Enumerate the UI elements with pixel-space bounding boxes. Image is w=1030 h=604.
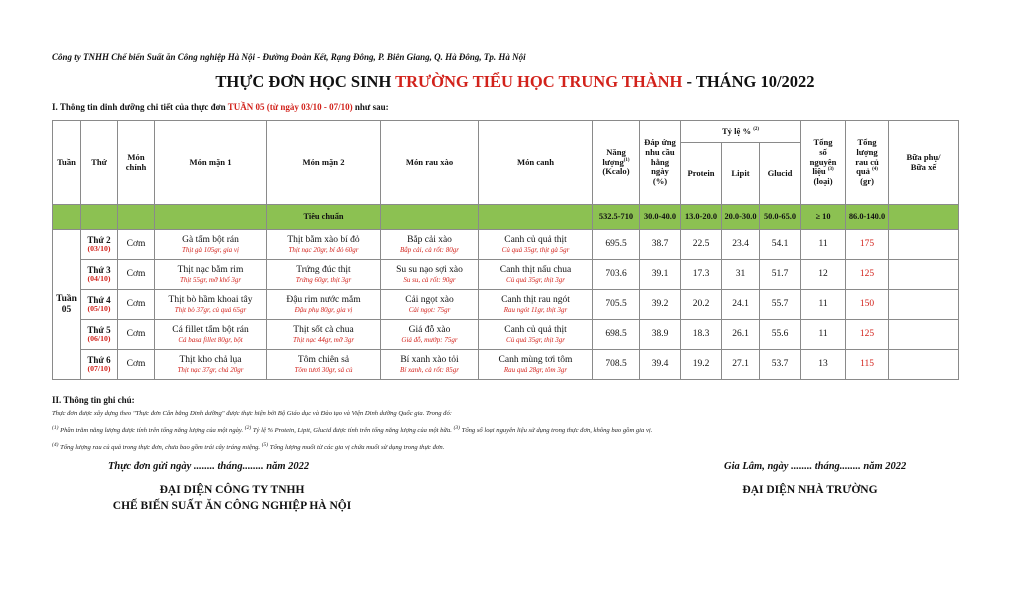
dish-ingredients: Thịt nạc 20gr, bí đỏ 60gr [288, 245, 359, 254]
title-suffix: - THÁNG 10/2022 [682, 72, 815, 91]
lipit-cell: 24.1 [722, 290, 760, 320]
protein-cell: 20.2 [681, 290, 722, 320]
note2-text: Tỷ lệ % Protein, Lipit, Glucid được tính trên tổng năng lượng của một bữa. [251, 427, 454, 435]
day-date: (05/10) [87, 304, 111, 314]
dish-name: Canh củ quả thịt [504, 325, 567, 336]
meet-cell: 39.2 [640, 290, 681, 320]
col-ing-l5: (loại) [813, 176, 833, 187]
table-row [53, 230, 959, 260]
table-row [53, 290, 959, 320]
veg-cell: 150 [846, 290, 889, 320]
canh-cell [479, 320, 593, 350]
std-empty-rau [381, 205, 479, 230]
dish-ingredients: Cá basa fillet 80gr, bột [178, 335, 243, 344]
menu-table [52, 120, 959, 380]
dish-ingredients: Thịt bò 37gr, củ quả 65gr [174, 305, 247, 314]
col-meet-l3: hằng [650, 156, 670, 167]
col-energy-l2: lượng [602, 156, 624, 167]
section2-heading: II. Thông tin ghi chú: [52, 395, 135, 405]
rau-cell [381, 320, 479, 350]
day-date: (06/10) [87, 334, 111, 344]
dish-name: Bí xanh xào tỏi [400, 355, 459, 366]
day-name: Thứ 2 [87, 234, 111, 245]
col-ingredients [801, 121, 846, 205]
main-cell: Cơm [118, 350, 155, 380]
dish-name: Gà tẩm bột rán [182, 235, 239, 246]
col-week: Tuần [53, 121, 81, 205]
col-meet-l5: (%) [652, 176, 668, 187]
dish-ingredients: Thịt nạc 44gr, mỡ 3gr [292, 335, 355, 344]
glucid-cell: 55.7 [760, 290, 801, 320]
lipit-cell: 26.1 [722, 320, 760, 350]
day-cell [81, 230, 118, 260]
std-empty-extra [889, 205, 959, 230]
lipit-cell: 23.4 [722, 230, 760, 260]
glucid-cell: 51.7 [760, 260, 801, 290]
section1-heading [52, 102, 389, 112]
dish-ingredients: Thịt nạc 37gr, chả 20gr [177, 365, 244, 374]
col-man2: Món mặn 2 [267, 121, 381, 205]
col-energy [593, 121, 640, 205]
dish-name: Thịt nạc bằm rim [177, 265, 244, 276]
col-veg-l3: rau củ [855, 156, 879, 167]
day-name: Thứ 6 [87, 354, 111, 365]
table-row [53, 350, 959, 380]
extra-cell [889, 320, 959, 350]
meet-cell: 39.4 [640, 350, 681, 380]
title-prefix: THỰC ĐƠN HỌC SINH [215, 72, 396, 91]
col-meet-l1: Đáp ứng [644, 136, 676, 147]
protein-cell: 18.3 [681, 320, 722, 350]
lipit-cell: 27.1 [722, 350, 760, 380]
energy-cell: 708.5 [593, 350, 640, 380]
note4-sup: (4) [52, 442, 59, 448]
main-cell: Cơm [118, 230, 155, 260]
extra-cell [889, 260, 959, 290]
dish-ingredients: Su su, cà rốt: 90gr [403, 275, 456, 284]
main-cell: Cơm [118, 260, 155, 290]
dish-name: Thịt bằm xào bí đỏ [287, 235, 360, 246]
dish-name: Tôm chiên sả [297, 355, 350, 366]
col-veg-l4: quả [856, 166, 870, 177]
ingredients-cell: 12 [801, 260, 846, 290]
dish-name: Thịt sốt cà chua [293, 325, 354, 336]
dish-name: Canh củ quả thịt [504, 235, 567, 246]
dish-ingredients: Rau quả 28gr, tôm 3gr [503, 365, 568, 374]
protein-cell: 22.5 [681, 230, 722, 260]
col-veg-l2: lượng [856, 146, 878, 157]
dish-name: Thịt kho chả lụa [179, 355, 242, 366]
note1-sup: (1) [52, 425, 59, 431]
std-glucid: 50.0-65.0 [760, 205, 801, 230]
energy-cell: 703.6 [593, 260, 640, 290]
table-row [53, 320, 959, 350]
col-lipit: Lipit [722, 143, 760, 205]
rau-cell [381, 290, 479, 320]
energy-cell: 705.5 [593, 290, 640, 320]
protein-cell: 19.2 [681, 350, 722, 380]
col-meet-l2: nhu cầu [645, 146, 675, 157]
veg-cell: 175 [846, 230, 889, 260]
protein-cell: 17.3 [681, 260, 722, 290]
col-meet-l4: ngày [651, 166, 669, 177]
man2-cell [267, 350, 381, 380]
dish-name: Bắp cải xào [407, 235, 452, 246]
glucid-cell: 54.1 [760, 230, 801, 260]
col-protein: Protein [681, 143, 722, 205]
meet-cell: 39.1 [640, 260, 681, 290]
section1-prefix: I. Thông tin dinh dưỡng chi tiết của thực đơn [52, 102, 228, 112]
sent-date: Thực đơn gửi ngày ........ tháng........ năm 2022 [108, 461, 310, 472]
glucid-cell: 53.7 [760, 350, 801, 380]
col-ing-l4: liệu [812, 166, 826, 177]
dish-name: Canh thịt rau ngót [501, 295, 570, 306]
dish-ingredients: Củ quả 35gr, thịt 3gr [506, 335, 565, 344]
dish-ingredients: Rau ngót 11gr, thịt 3gr [503, 305, 568, 314]
day-cell [81, 290, 118, 320]
col-canh: Món canh [479, 121, 593, 205]
man2-cell [267, 230, 381, 260]
note5-sup: (5) [261, 442, 269, 448]
veg-cell: 125 [846, 320, 889, 350]
rep-company-line1: ĐẠI DIỆN CÔNG TY TNHH [159, 484, 305, 496]
veg-cell: 125 [846, 260, 889, 290]
place-date: Gia Lâm, ngày ........ tháng........ năm 2022 [724, 461, 907, 472]
col-man1: Món mặn 1 [155, 121, 267, 205]
standard-row [53, 205, 959, 230]
veg-cell: 115 [846, 350, 889, 380]
ingredients-cell: 11 [801, 290, 846, 320]
std-protein: 13.0-20.0 [681, 205, 722, 230]
canh-cell [479, 260, 593, 290]
dish-ingredients: Củ quả 35gr, thịt gà 5gr [501, 245, 570, 254]
day-date: (03/10) [87, 244, 111, 254]
day-cell [81, 320, 118, 350]
col-main: Món chính [118, 121, 155, 205]
col-day: Thứ [81, 121, 118, 205]
dish-ingredients: Giá đỗ, mướp: 75gr [401, 335, 458, 344]
main-cell: Cơm [118, 320, 155, 350]
col-ing-sup: (3) [827, 167, 834, 173]
dish-name: Thịt bò hầm khoai tây [168, 295, 253, 306]
dish-ingredients: Thịt 55gr, mỡ khổ 3gr [179, 275, 242, 284]
note-line-1 [52, 425, 652, 434]
extra-cell [889, 350, 959, 380]
day-name: Thứ 4 [87, 294, 111, 305]
company-address: Công ty TNHH Chế biến Suất ăn Công nghiệp Hà Nội - Đường Đoàn Kết, Rạng Đông, P. Biên Giang, Q. Hà Đông, Tp. Hà Nội [52, 52, 526, 62]
col-veg-l5: (gr) [860, 176, 874, 187]
col-glucid: Glucid [760, 143, 801, 205]
day-name: Thứ 3 [87, 264, 111, 275]
note4-text: Tổng lượng rau củ quả trong thực đơn, chưa bao gồm trái cây tráng miệng. [58, 444, 262, 452]
note2-sup: (2) [244, 425, 252, 431]
col-extra-l1: Bữa phụ/ [906, 151, 941, 162]
std-empty-main [118, 205, 155, 230]
meet-cell: 38.7 [640, 230, 681, 260]
man1-cell [155, 290, 267, 320]
std-ingredients: ≥ 10 [801, 205, 846, 230]
std-empty-week [53, 205, 81, 230]
note-intro: Thực đơn được xây dựng theo "Thực đơn Cân bằng Dinh dưỡng" được thực hiện bởi Bộ Giáo dục và Đào tạo và Viện Dinh dưỡng Quốc gia. Trong đó: [52, 410, 452, 417]
std-energy: 532.5-710 [593, 205, 640, 230]
canh-cell [479, 290, 593, 320]
company-representative [82, 484, 382, 512]
col-ing-l2: số [819, 146, 827, 157]
std-meet: 30.0-40.0 [640, 205, 681, 230]
meet-cell: 38.9 [640, 320, 681, 350]
dish-ingredients: Đậu phụ 80gr, gia vị [294, 305, 353, 314]
dish-ingredients: Củ quả 35gr, thịt 3gr [506, 275, 565, 284]
ingredients-cell: 13 [801, 350, 846, 380]
energy-cell: 695.5 [593, 230, 640, 260]
col-ratio-sup: (2) [753, 126, 760, 132]
school-representative: ĐẠI DIỆN NHÀ TRƯỜNG [742, 484, 878, 496]
dish-ingredients: Tôm tươi 30gr, sả củ [294, 365, 353, 374]
man1-cell [155, 230, 267, 260]
section1-suffix: như sau: [352, 102, 389, 112]
col-ratio [681, 121, 801, 143]
dish-ingredients: Cải ngọt: 75gr [408, 305, 451, 314]
col-energy-sup: (1) [623, 157, 630, 163]
col-energy-l3: (Kcalo) [602, 166, 630, 177]
rau-cell [381, 350, 479, 380]
dish-name: Canh mùng tơi tôm [498, 355, 573, 366]
lipit-cell: 31 [722, 260, 760, 290]
note3-text: Tổng số loại nguyên liệu sử dụng trong thực đơn, không bao gồm gia vị. [460, 427, 653, 435]
col-ratio-label: Tỷ lệ % [721, 125, 752, 136]
col-extra [889, 121, 959, 205]
table-row [53, 260, 959, 290]
col-veg-l1: Tổng [857, 136, 877, 147]
section1-week: TUẦN 05 (từ ngày 03/10 - 07/10) [227, 102, 353, 112]
dish-ingredients: Thịt gà 105gr, gia vị [182, 245, 239, 254]
note3-sup: (3) [453, 425, 461, 431]
extra-cell [889, 290, 959, 320]
dish-name: Trứng đúc thịt [296, 265, 351, 276]
man1-cell [155, 260, 267, 290]
rau-cell [381, 230, 479, 260]
day-date: (04/10) [87, 274, 111, 284]
dish-name: Giá đỗ xào [408, 325, 451, 336]
col-energy-l1: Năng [606, 146, 626, 157]
man1-cell [155, 350, 267, 380]
std-empty-day [81, 205, 118, 230]
ingredients-cell: 11 [801, 320, 846, 350]
dish-ingredients: Bí xanh, cà rốt: 85gr [400, 365, 459, 374]
week-label: Tuần 05 [53, 230, 81, 380]
std-label: Tiêu chuẩn [267, 205, 381, 230]
man2-cell [267, 290, 381, 320]
col-ing-l3: nguyên [809, 156, 837, 167]
std-lipit: 20.0-30.0 [722, 205, 760, 230]
col-rau: Món rau xào [381, 121, 479, 205]
dish-name: Cải ngọt xào [405, 295, 454, 306]
school-name: TRƯỜNG TIỂU HỌC TRUNG THÀNH [395, 72, 683, 91]
rep-company-line2: CHẾ BIẾN SUẤT ĂN CÔNG NGHIỆP HÀ NỘI [112, 500, 352, 512]
main-cell: Cơm [118, 290, 155, 320]
energy-cell: 698.5 [593, 320, 640, 350]
col-veg-sup: (4) [872, 167, 878, 173]
std-empty-man1 [155, 205, 267, 230]
day-name: Thứ 5 [87, 324, 111, 335]
extra-cell [889, 230, 959, 260]
man2-cell [267, 260, 381, 290]
dish-ingredients: Bắp cải, cà rốt: 80gr [400, 245, 459, 254]
note1-text: Phần trăm năng lượng được tính trên tổng năng lượng của một ngày. [58, 427, 245, 435]
canh-cell [479, 230, 593, 260]
man1-cell [155, 320, 267, 350]
dish-name: Đậu rim nước mắm [286, 295, 361, 306]
std-veg: 86.0-140.0 [846, 205, 889, 230]
col-veg [846, 121, 889, 205]
col-extra-l2: Bữa xế [910, 161, 937, 172]
canh-cell [479, 350, 593, 380]
col-meet [640, 121, 681, 205]
day-cell [81, 350, 118, 380]
rau-cell [381, 260, 479, 290]
day-date: (07/10) [87, 364, 111, 374]
dish-ingredients: Trứng 60gr, thịt 3gr [295, 275, 352, 284]
dish-name: Su su nạo sợi xào [396, 265, 463, 276]
std-empty-canh [479, 205, 593, 230]
man2-cell [267, 320, 381, 350]
col-ing-l1: Tổng [813, 136, 833, 147]
note5-text: Tổng lượng muối từ các gia vị chứa muối sử dụng trong thực đơn. [268, 444, 445, 452]
dish-name: Cá fillet tẩm bột rán [172, 325, 249, 336]
glucid-cell: 55.6 [760, 320, 801, 350]
note-line-2 [52, 442, 444, 451]
dish-name: Canh thịt nấu chua [499, 265, 572, 276]
day-cell [81, 260, 118, 290]
ingredients-cell: 11 [801, 230, 846, 260]
page-title [0, 72, 1030, 92]
